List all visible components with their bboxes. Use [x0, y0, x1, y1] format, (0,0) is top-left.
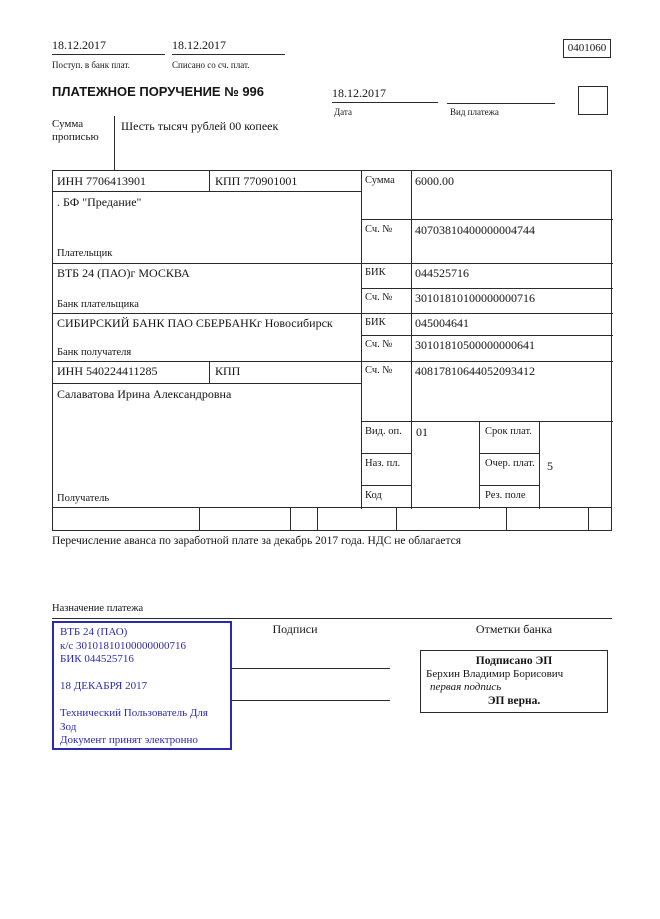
- stamp-line: ВТБ 24 (ПАО): [60, 626, 128, 638]
- document-date: 18.12.2017: [332, 86, 438, 103]
- code-label: Код: [365, 490, 382, 501]
- table-line: [539, 421, 540, 509]
- payee-label: Получатель: [57, 493, 110, 504]
- amount-label: Сумма: [365, 175, 395, 186]
- debited-from-account-label: Списано со сч. плат.: [172, 60, 250, 70]
- debited-from-account-date: 18.12.2017: [172, 38, 285, 55]
- tax-field-divider: [317, 508, 318, 530]
- stamp-line: 18 ДЕКАБРЯ 2017: [60, 680, 148, 692]
- payer-kpp: КПП 770901001: [215, 174, 298, 188]
- payer-account-label: Сч. №: [365, 224, 393, 235]
- received-in-bank-date: 18.12.2017: [52, 38, 165, 55]
- table-line: [361, 219, 613, 220]
- payee-kpp-label: КПП: [215, 364, 241, 378]
- purpose-code-label: Наз. пл.: [365, 458, 401, 469]
- payee-bank-label: Банк получателя: [57, 347, 132, 358]
- table-line: [53, 361, 613, 362]
- amount-value: 6000.00: [415, 174, 454, 188]
- table-line: [53, 383, 361, 384]
- table-line: [114, 116, 115, 170]
- table-line: [479, 485, 539, 486]
- priority-value: 5: [547, 459, 553, 473]
- table-line: [53, 263, 613, 264]
- document-title: ПЛАТЕЖНОЕ ПОРУЧЕНИЕ № 996: [52, 84, 265, 99]
- bank-marks-label: Отметки банка: [475, 622, 553, 636]
- payment-kind-line: [447, 103, 555, 104]
- stamp-line: Технический Пользователь Для: [60, 707, 208, 719]
- stamp-line: Документ принят электронно: [60, 734, 198, 746]
- tax-field-divider: [199, 508, 200, 530]
- signature-line: [232, 700, 390, 701]
- payer-bank-account-label: Сч. №: [365, 292, 393, 303]
- purpose-underline: [52, 618, 612, 619]
- payee-bank-bik-label: БИК: [365, 317, 386, 328]
- operation-type-label: Вид. оп.: [365, 426, 402, 437]
- table-line: [411, 171, 412, 509]
- payer-bank-name: ВТБ 24 (ПАО)г МОСКВА: [57, 266, 190, 280]
- payee-account: 40817810644052093412: [415, 364, 535, 378]
- date-label: Дата: [334, 107, 352, 117]
- payer-bank-label: Банк плательщика: [57, 299, 139, 310]
- signatures-label: Подписи: [272, 622, 318, 636]
- table-line: [53, 313, 613, 314]
- signature-line: [232, 668, 390, 669]
- payer-bank-bik-label: БИК: [365, 267, 386, 278]
- bank-electronic-stamp: [52, 621, 232, 750]
- table-line: [361, 421, 613, 422]
- payer-inn: ИНН 7706413901: [57, 174, 146, 188]
- table-line: [479, 453, 539, 454]
- reserve-field-label: Рез. поле: [485, 490, 526, 501]
- payer-bank-bik: 044525716: [415, 266, 469, 280]
- tax-field-divider: [396, 508, 397, 530]
- bank-marks-box: [420, 650, 608, 713]
- table-line: [361, 485, 411, 486]
- stamp-line: БИК 044525716: [60, 653, 134, 665]
- payer-name: . БФ "Предание": [57, 195, 142, 209]
- table-line: [361, 453, 411, 454]
- payee-name: Салаватова Ирина Александровна: [57, 387, 232, 401]
- table-line: [361, 171, 362, 509]
- table-line: [209, 361, 210, 383]
- signature-kind: первая подпись: [430, 681, 502, 693]
- priority-label: Очер. плат.: [485, 458, 535, 469]
- payer-account: 40703810400000004744: [415, 223, 535, 237]
- table-line: [361, 335, 613, 336]
- payment-purpose-text: Перечисление аванса по заработной плате за декабрь 2017 года. НДС не облагается: [52, 535, 462, 547]
- status-checkbox: [578, 86, 608, 115]
- amount-in-words-value: Шесть тысяч рублей 00 копеек: [121, 119, 279, 133]
- table-line: [361, 288, 613, 289]
- amount-in-words-label: Сумма прописью: [52, 118, 99, 143]
- stamp-line: к/с 30101810100000000716: [60, 639, 187, 652]
- payer-bank-account: 30101810100000000716: [415, 291, 535, 305]
- ep-verified-note: ЭП верна.: [487, 695, 541, 707]
- tax-field-divider: [506, 508, 507, 530]
- signed-ep-title: Подписано ЭП: [475, 655, 553, 667]
- table-line: [53, 191, 361, 192]
- signer-name: Берхин Владимир Борисович: [426, 668, 564, 680]
- tax-field-divider: [290, 508, 291, 530]
- tax-field-divider: [588, 508, 589, 530]
- table-line: [209, 171, 210, 191]
- payee-bank-bik: 045004641: [415, 316, 469, 330]
- payee-bank-account-label: Сч. №: [365, 339, 393, 350]
- operation-type-value: 01: [416, 425, 428, 439]
- payee-account-label: Сч. №: [365, 365, 393, 376]
- payee-bank-account: 30101810500000000641: [415, 338, 535, 352]
- payment-purpose-label: Назначение платежа: [52, 603, 144, 614]
- received-in-bank-label: Поступ. в банк плат.: [52, 60, 130, 70]
- due-date-label: Срок плат.: [485, 426, 532, 437]
- stamp-line: [60, 667, 224, 681]
- stamp-line: [60, 694, 224, 708]
- payer-label: Плательщик: [57, 248, 113, 259]
- table-line: [479, 421, 480, 509]
- payee-bank-name: СИБИРСКИЙ БАНК ПАО СБЕРБАНКг Новосибирск: [57, 316, 333, 330]
- form-code-box: 0401060: [563, 39, 611, 58]
- stamp-line: Зод: [60, 720, 77, 733]
- payee-inn: ИНН 540224411285: [57, 364, 158, 378]
- payment-order-table: [52, 170, 612, 508]
- payment-kind-label: Вид платежа: [450, 107, 499, 117]
- tax-fields-row: [52, 508, 612, 531]
